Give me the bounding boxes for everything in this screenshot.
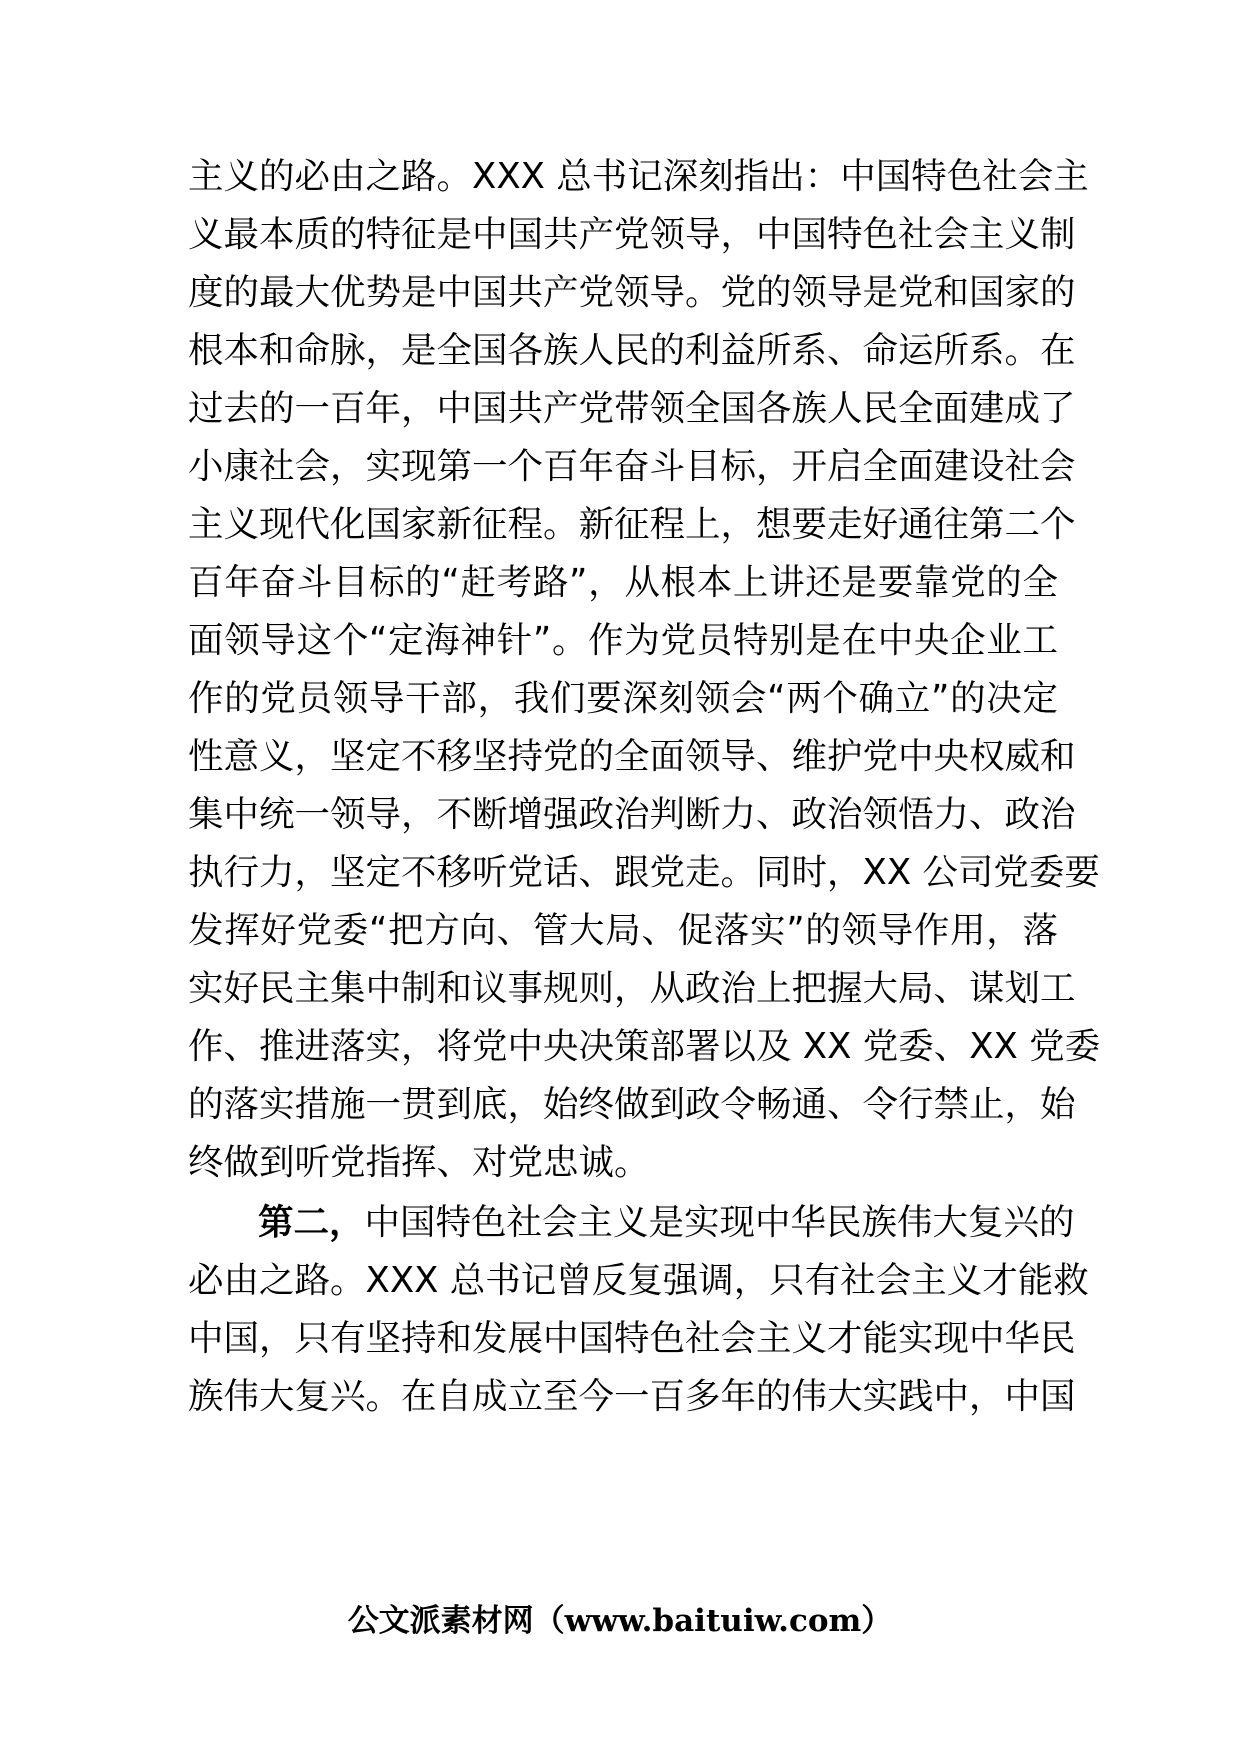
text-line: 根本和命脉，是全国各族人民的利益所系、命运所系。在 — [188, 330, 1076, 371]
paragraph-first-line — [258, 1199, 1075, 1247]
paragraph-first-line-text: 中国特色社会主义是实现中华民族伟大复兴的 — [364, 1202, 1075, 1243]
text-line: 主义的必由之路。XXX 总书记深刻指出：中国特色社会主 — [188, 156, 1089, 197]
page-footer: 公文派素材网（www.baituiw.com） — [347, 1603, 893, 1639]
text-line: 小康社会，实现第一个百年奋斗目标，开启全面建设社会 — [188, 446, 1076, 487]
text-line: 终做到听党指挥、对党忠诚。 — [188, 1142, 650, 1183]
text-line: 发挥好党委“把方向、管大局、促落实”的领导作用，落 — [188, 910, 1058, 951]
text-line: 义最本质的特征是中国共产党领导，中国特色社会主义制 — [188, 214, 1076, 255]
text-line: 面领导这个“定海神针”。作为党员特别是在中央企业工 — [188, 620, 1058, 661]
text-line: 必由之路。XXX 总书记曾反复强调，只有社会主义才能救 — [188, 1260, 1089, 1301]
text-line: 过去的一百年，中国共产党带领全国各族人民全面建成了 — [188, 388, 1076, 429]
text-line: 族伟大复兴。在自成立至今一百多年的伟大实践中，中国 — [188, 1376, 1076, 1417]
text-line: 作的党员领导干部，我们要深刻领会“两个确立”的决定 — [188, 678, 1058, 719]
text-line: 中国，只有坚持和发展中国特色社会主义才能实现中华民 — [188, 1318, 1076, 1359]
text-line: 作、推进落实，将党中央决策部署以及 XX 党委、XX 党委 — [188, 1026, 1101, 1067]
text-line: 主义现代化国家新征程。新征程上，想要走好通往第二个 — [188, 504, 1076, 545]
text-line: 度的最大优势是中国共产党领导。党的领导是党和国家的 — [188, 272, 1076, 313]
text-line: 执行力，坚定不移听党话、跟党走。同时，XX 公司党委要 — [188, 852, 1100, 893]
text-line: 百年奋斗目标的“赶考路”，从根本上讲还是要靠党的全 — [188, 562, 1058, 603]
text-line: 的落实措施一贯到底，始终做到政令畅通、令行禁止，始 — [188, 1084, 1076, 1125]
text-line: 集中统一领导，不断增强政治判断力、政治领悟力、政治 — [188, 794, 1076, 835]
text-line: 实好民主集中制和议事规则，从政治上把握大局、谋划工 — [188, 968, 1076, 1009]
paragraph-lead: 第二， — [258, 1202, 365, 1243]
text-line: 性意义，坚定不移坚持党的全面领导、维护党中央权威和 — [188, 736, 1076, 777]
